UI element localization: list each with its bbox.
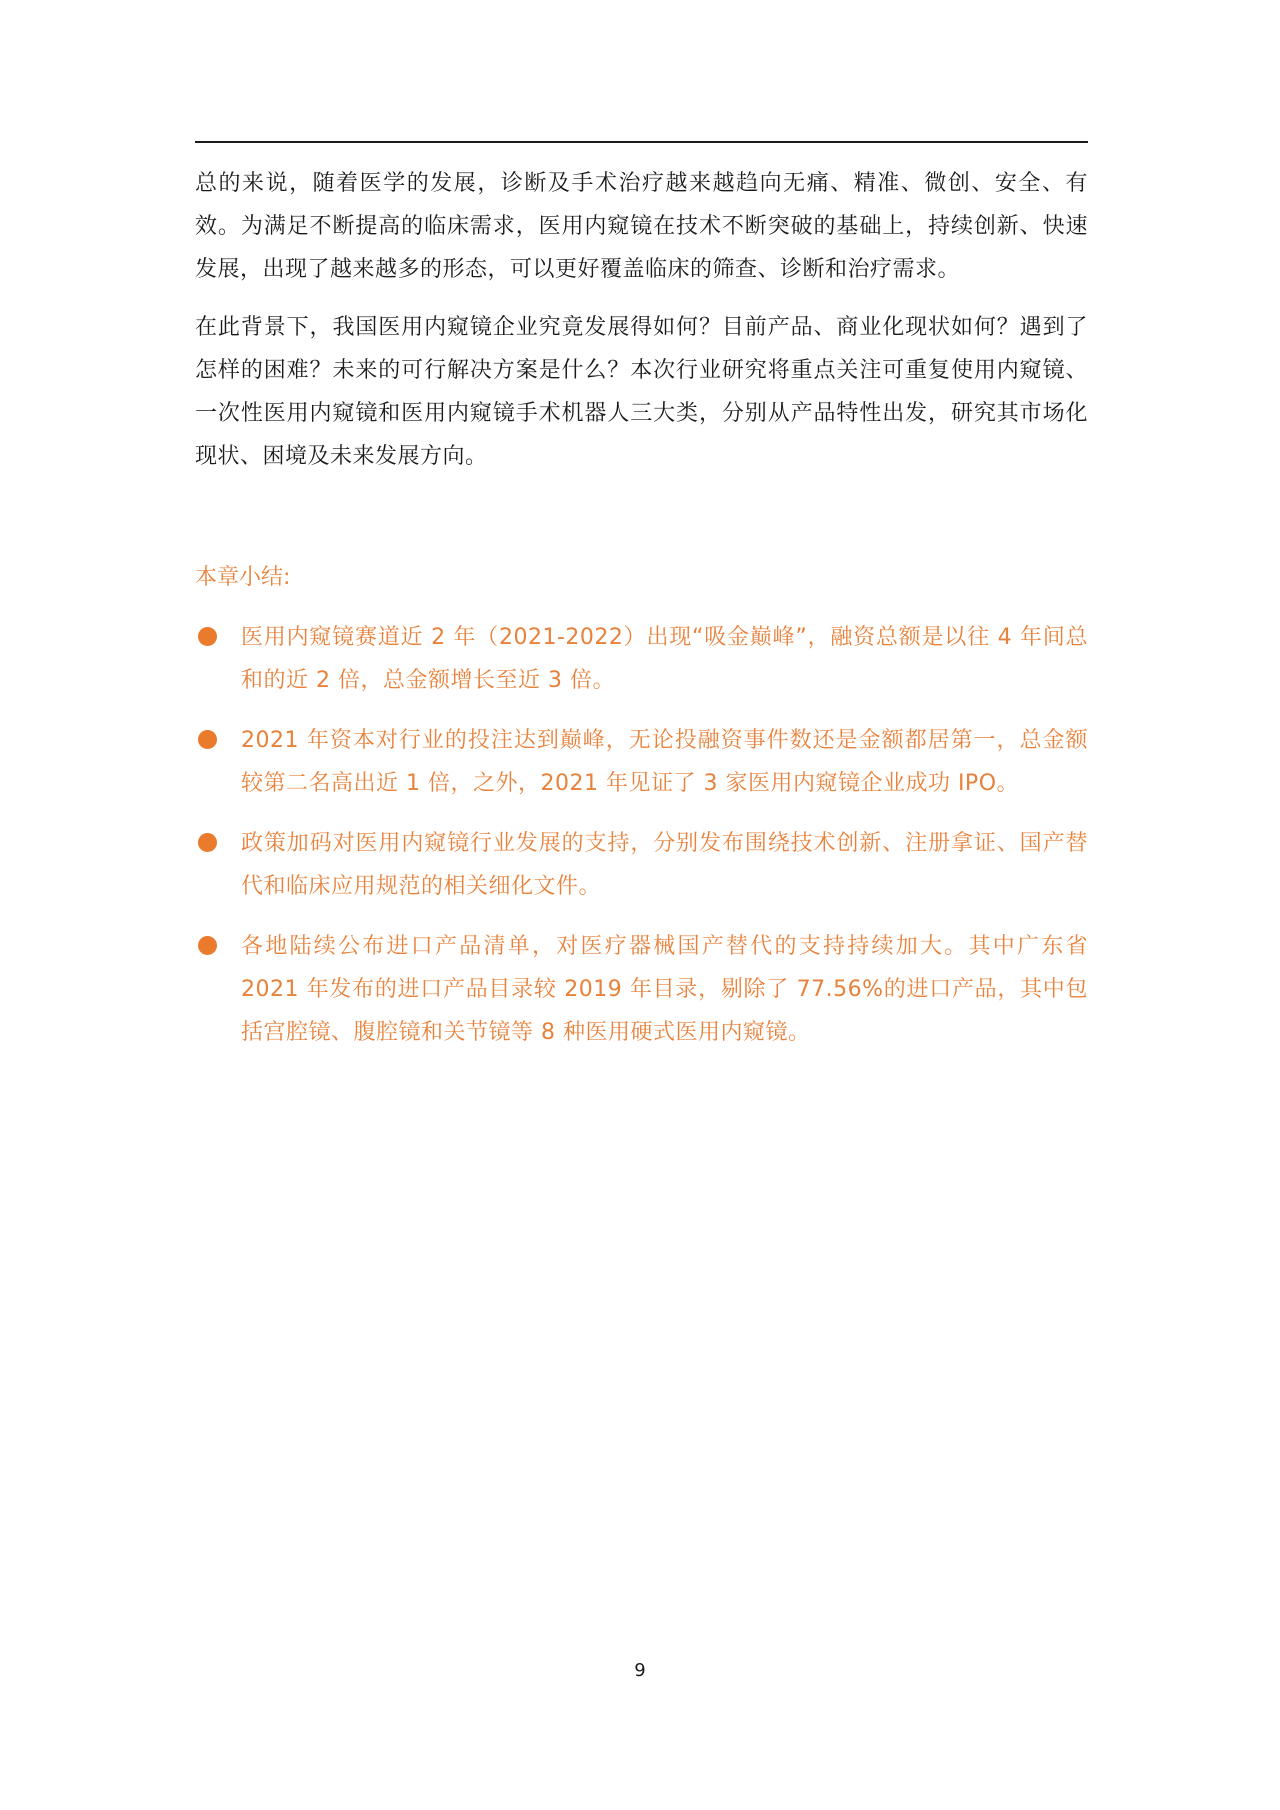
body-paragraph-2: 在此背景下，我国医用内窥镜企业究竟发展得如何？目前产品、商业化现状如何？遇到了怎样的困难？未来的可行解决方案是什么？本次行业研究将重点关注可重复使用内窥镜、一次性医用内窥镜和医用内窥镜手术机器人三大类，分别从产品特性出发，研究其市场化现状、困境及未来发展方向。 — [195, 315, 1088, 469]
summary-item-4 — [195, 925, 1088, 1054]
chapter-summary-list — [195, 616, 1088, 1071]
summary-item-text: 各地陆续公布进口产品清单，对医疗器械国产替代的支持持续加大。其中广东省 2021 年发布的进口产品目录较 2019 年目录，剔除了 77.56%的进口产品，其中包括宫腔镜、腹腔镜和关节镜等 8 种医用硬式医用内窥镜。 — [241, 934, 1088, 1045]
bullet-dot-icon — [198, 627, 217, 646]
summary-item-2 — [195, 719, 1088, 805]
summary-item-text: 政策加码对医用内窥镜行业发展的支持，分别发布围绕技术创新、注册拿证、国产替代和临床应用规范的相关细化文件。 — [241, 831, 1088, 899]
summary-item-text: 医用内窥镜赛道近 2 年（2021-2022）出现“吸金巅峰”，融资总额是以往 4 年间总和的近 2 倍，总金额增长至近 3 倍。 — [241, 625, 1088, 693]
summary-item-1 — [195, 616, 1088, 702]
bullet-dot-icon — [198, 936, 217, 955]
header-rule — [195, 141, 1088, 143]
chapter-summary-title: 本章小结: — [195, 565, 291, 590]
bullet-dot-icon — [198, 833, 217, 852]
summary-item-3 — [195, 822, 1088, 908]
body-paragraph-1: 总的来说，随着医学的发展，诊断及手术治疗越来越趋向无痛、精准、微创、安全、有效。为满足不断提高的临床需求，医用内窥镜在技术不断突破的基础上，持续创新、快速发展，出现了越来越多的形态，可以更好覆盖临床的筛查、诊断和治疗需求。 — [195, 171, 1088, 282]
page-number: 9 — [634, 1660, 646, 1681]
bullet-dot-icon — [198, 730, 217, 749]
summary-item-text: 2021 年资本对行业的投注达到巅峰，无论投融资事件数还是金额都居第一，总金额较第二名高出近 1 倍，之外，2021 年见证了 3 家医用内窥镜企业成功 IPO。 — [241, 728, 1088, 796]
